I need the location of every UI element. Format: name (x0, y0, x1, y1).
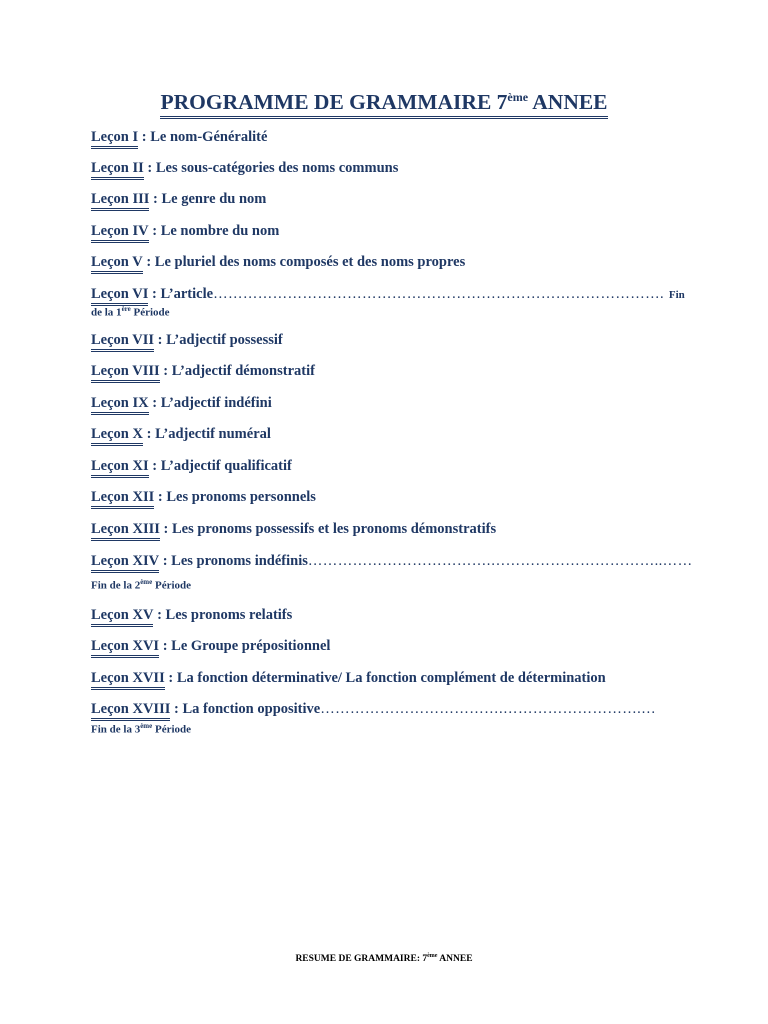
lesson-separator: : (159, 553, 172, 569)
lesson-title: Les pronoms personnels (166, 489, 316, 505)
period-end-label: Fin (666, 289, 685, 301)
lesson-separator: : (149, 191, 162, 207)
lesson-title: Le genre du nom (161, 191, 267, 207)
lesson-10 (91, 425, 691, 446)
lesson-17 (91, 669, 691, 690)
page-footer (0, 953, 768, 964)
lesson-7 (91, 331, 691, 352)
leader-dots: ……………………………….……………………….… (320, 701, 657, 717)
lesson-title: L’adjectif démonstratif (171, 363, 315, 379)
page-title (0, 84, 768, 119)
lesson-3 (91, 190, 691, 211)
lesson-separator: : (138, 129, 151, 145)
lesson-9 (91, 394, 691, 415)
lesson-title: Le nom-Généralité (150, 129, 268, 145)
lesson-code: Leçon VII (91, 332, 154, 352)
lesson-code: Leçon XV (91, 607, 153, 627)
lesson-title: La fonction oppositive (182, 701, 321, 717)
lesson-title: Les sous-catégories des noms communs (155, 160, 399, 176)
lesson-1 (91, 128, 691, 149)
lesson-13 (91, 520, 691, 541)
lesson-title: Le Groupe prépositionnel (171, 638, 331, 654)
period-end-word: Période (152, 579, 192, 592)
lesson-title: L’adjectif indéfini (160, 395, 272, 411)
period-end-superscript: ère (121, 305, 131, 313)
leader-dots: ………………………………………………………………………………. (213, 286, 665, 302)
lesson-code: Leçon XIII (91, 521, 160, 541)
lesson-title: L’adjectif numéral (155, 426, 271, 442)
period-end-2 (91, 576, 191, 593)
lesson-14 (91, 552, 691, 573)
lesson-15 (91, 606, 691, 627)
lesson-code: Leçon XVI (91, 638, 159, 658)
lesson-title: Les pronoms indéfinis (171, 553, 308, 569)
period-end-superscript: ème (140, 578, 153, 586)
lesson-separator: : (164, 670, 177, 686)
lesson-separator: : (159, 363, 172, 379)
lesson-18 (91, 700, 691, 721)
period-end-word: Période (152, 723, 192, 736)
period-end-3 (91, 720, 191, 737)
lesson-title: Les pronoms possessifs et les pronoms démonstratifs (171, 521, 497, 537)
lesson-code: Leçon X (91, 426, 143, 446)
lesson-12 (91, 488, 691, 509)
lesson-separator: : (159, 638, 172, 654)
lesson-code: Leçon IV (91, 223, 149, 243)
lesson-16 (91, 637, 691, 658)
lesson-title: Le nombre du nom (160, 223, 280, 239)
lesson-code: Leçon XVIII (91, 701, 170, 721)
period-end-text: Fin de la 3 (91, 723, 141, 736)
title-superscript: ème (507, 90, 529, 104)
lesson-title: L’adjectif possessif (166, 332, 283, 348)
period-end-text: de la 1 (91, 306, 122, 319)
period-end-superscript: ème (140, 722, 153, 730)
lesson-title: L’article (160, 286, 214, 302)
lesson-separator: : (148, 223, 161, 239)
period-end-1 (91, 303, 170, 320)
lesson-code: Leçon III (91, 191, 149, 211)
lesson-separator: : (142, 426, 156, 442)
lesson-separator: : (170, 701, 183, 717)
lesson-code: Leçon II (91, 160, 144, 180)
lesson-code: Leçon IX (91, 395, 149, 415)
lesson-separator: : (143, 160, 156, 176)
lesson-separator: : (159, 521, 172, 537)
lesson-code: Leçon XI (91, 458, 149, 478)
footer-tail: ANNEE (437, 954, 473, 965)
lesson-title: L’adjectif qualificatif (160, 458, 292, 474)
lesson-title: Le pluriel des noms composés et des noms propres (154, 254, 466, 270)
lesson-separator: : (148, 286, 161, 302)
lesson-code: Leçon VI (91, 286, 148, 306)
lesson-separator: : (154, 489, 167, 505)
lesson-2 (91, 159, 691, 180)
lesson-title: La fonction déterminative/ La fonction complément de détermination (176, 670, 606, 686)
lesson-5 (91, 253, 691, 274)
lesson-11 (91, 457, 691, 478)
lesson-separator: : (153, 332, 167, 348)
lesson-8 (91, 362, 691, 383)
leader-dots: ……………………………….……………………………..…… (307, 553, 693, 569)
lesson-code: Leçon XIV (91, 553, 159, 573)
lesson-separator: : (153, 607, 166, 623)
lesson-separator: : (148, 458, 161, 474)
lesson-code: Leçon I (91, 129, 138, 149)
lesson-code: Leçon XVII (91, 670, 165, 690)
footer-text: RESUME DE GRAMMAIRE: 7 (295, 954, 428, 965)
page-title-text (160, 84, 607, 119)
lesson-code: Leçon VIII (91, 363, 160, 383)
lesson-separator: : (148, 395, 161, 411)
footer-superscript: ème (427, 953, 438, 959)
lesson-title: Les pronoms relatifs (165, 607, 293, 623)
lesson-6 (91, 285, 691, 306)
title-tail: ANNEE (528, 90, 608, 115)
lesson-4 (91, 222, 691, 243)
lesson-code: Leçon XII (91, 489, 154, 509)
title-main: PROGRAMME DE GRAMMAIRE 7 (160, 90, 508, 115)
period-end-text: Fin de la 2 (91, 579, 141, 592)
lesson-code: Leçon V (91, 254, 143, 274)
lesson-separator: : (142, 254, 155, 270)
period-end-word: Période (130, 306, 170, 319)
